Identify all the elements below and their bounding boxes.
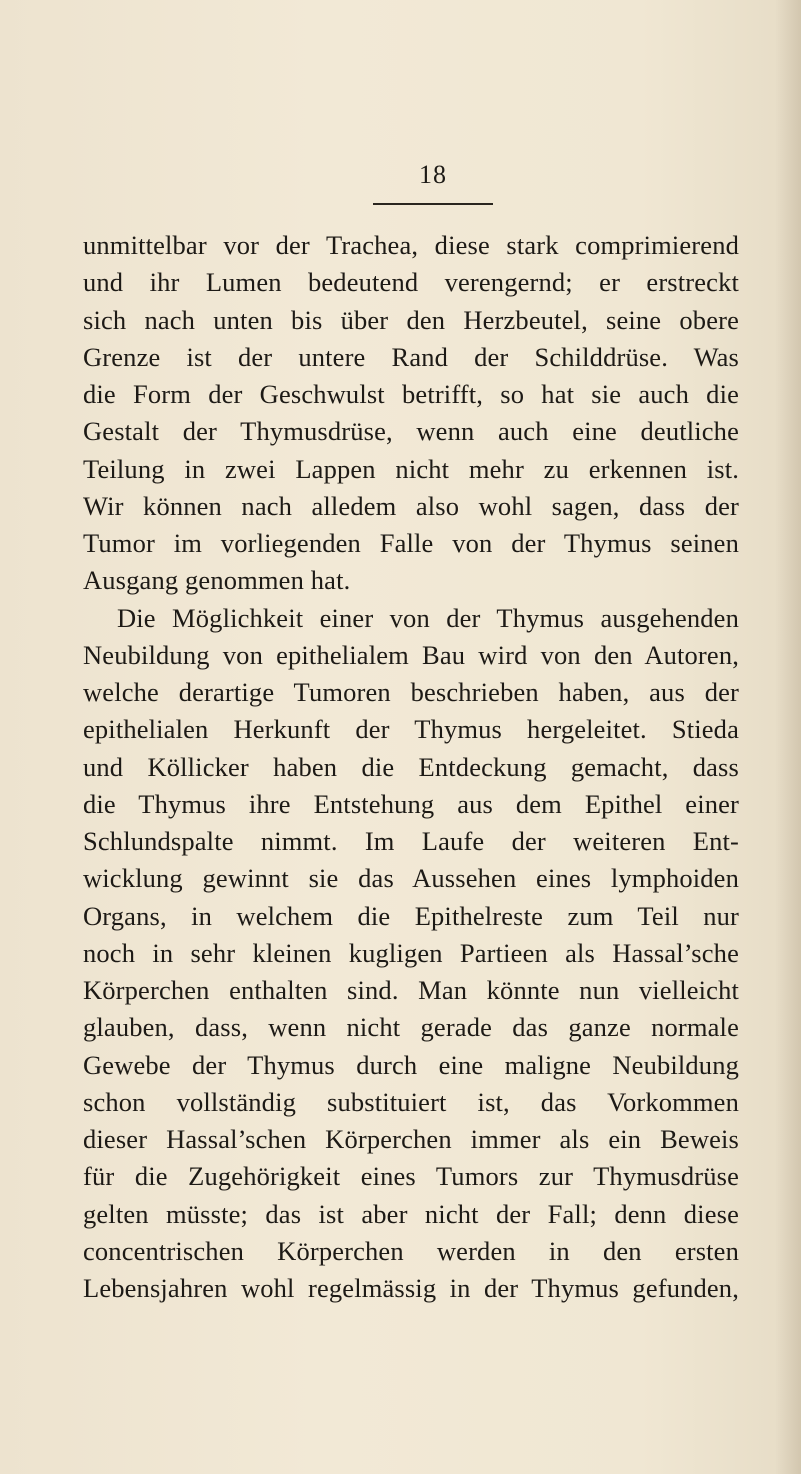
text-line: Neubildung von epithelialem Bau wird von den Autoren, xyxy=(83,639,739,670)
text-line: Gestalt der Thymusdrüse, wenn auch eine deutliche xyxy=(83,416,739,447)
text-line: Grenze ist der untere Rand der Schilddrüse. Was xyxy=(83,341,739,372)
text-line: und ihr Lumen bedeutend verengernd; er erstreckt xyxy=(83,267,739,298)
text-line: gelten müsste; das ist aber nicht der Fall; denn diese xyxy=(83,1198,739,1229)
text-line: die Thymus ihre Entstehung aus dem Epithel einer xyxy=(83,788,739,819)
page-number-rule xyxy=(373,203,493,205)
text-line: noch in sehr kleinen kugligen Partieen als Hassal’sche xyxy=(83,937,739,968)
text-line: sich nach unten bis über den Herzbeutel, seine obere xyxy=(83,304,739,335)
text-line: epithelialen Herkunft der Thymus hergeleitet. Stieda xyxy=(83,714,739,745)
body-text xyxy=(83,227,739,1307)
text-line: und Köllicker haben die Entdeckung gemacht, dass xyxy=(83,751,739,782)
text-line: Organs, in welchem die Epithelreste zum Teil nur xyxy=(83,900,739,931)
text-line: unmittelbar vor der Trachea, diese stark comprimierend xyxy=(83,230,739,260)
text-line: wicklung gewinnt sie das Aussehen eines lymphoiden xyxy=(83,863,739,894)
text-line: Tumor im vorliegenden Falle von der Thymus seinen xyxy=(83,528,739,558)
text-line: welche derartige Tumoren beschrieben haben, aus der xyxy=(83,677,739,707)
page-number: 18 xyxy=(419,160,447,189)
text-line: dieser Hassal’schen Körperchen immer als ein Beweis xyxy=(83,1124,739,1154)
text-line: Wir können nach alledem also wohl sagen, dass der xyxy=(83,490,739,521)
text-line: glauben, dass, wenn nicht gerade das ganze normale xyxy=(83,1012,739,1043)
text-line: Körperchen enthalten sind. Man könnte nun vielleicht xyxy=(83,975,739,1005)
page-edge-shadow xyxy=(775,0,801,1474)
paragraph-end-line: Ausgang genommen hat. xyxy=(83,565,351,596)
text-line: concentrischen Körperchen werden in den ersten xyxy=(83,1235,739,1266)
text-line: Teilung in zwei Lappen nicht mehr zu erkennen ist. xyxy=(83,453,739,484)
text-line: die Form der Geschwulst betrifft, so hat sie auch die xyxy=(83,379,739,409)
paragraph-start-line: Die Möglichkeit einer von der Thymus ausgehenden xyxy=(117,602,739,633)
text-line: für die Zugehörigkeit eines Tumors zur Thymusdrüse xyxy=(83,1161,739,1192)
text-line: Schlundspalte nimmt. Im Laufe der weiteren Ent- xyxy=(83,826,739,856)
text-line: schon vollständig substituiert ist, das Vorkommen xyxy=(83,1086,739,1117)
text-line: Lebensjahren wohl regelmässig in der Thymus gefunden, xyxy=(83,1273,739,1303)
text-line: Gewebe der Thymus durch eine maligne Neubildung xyxy=(83,1049,739,1080)
